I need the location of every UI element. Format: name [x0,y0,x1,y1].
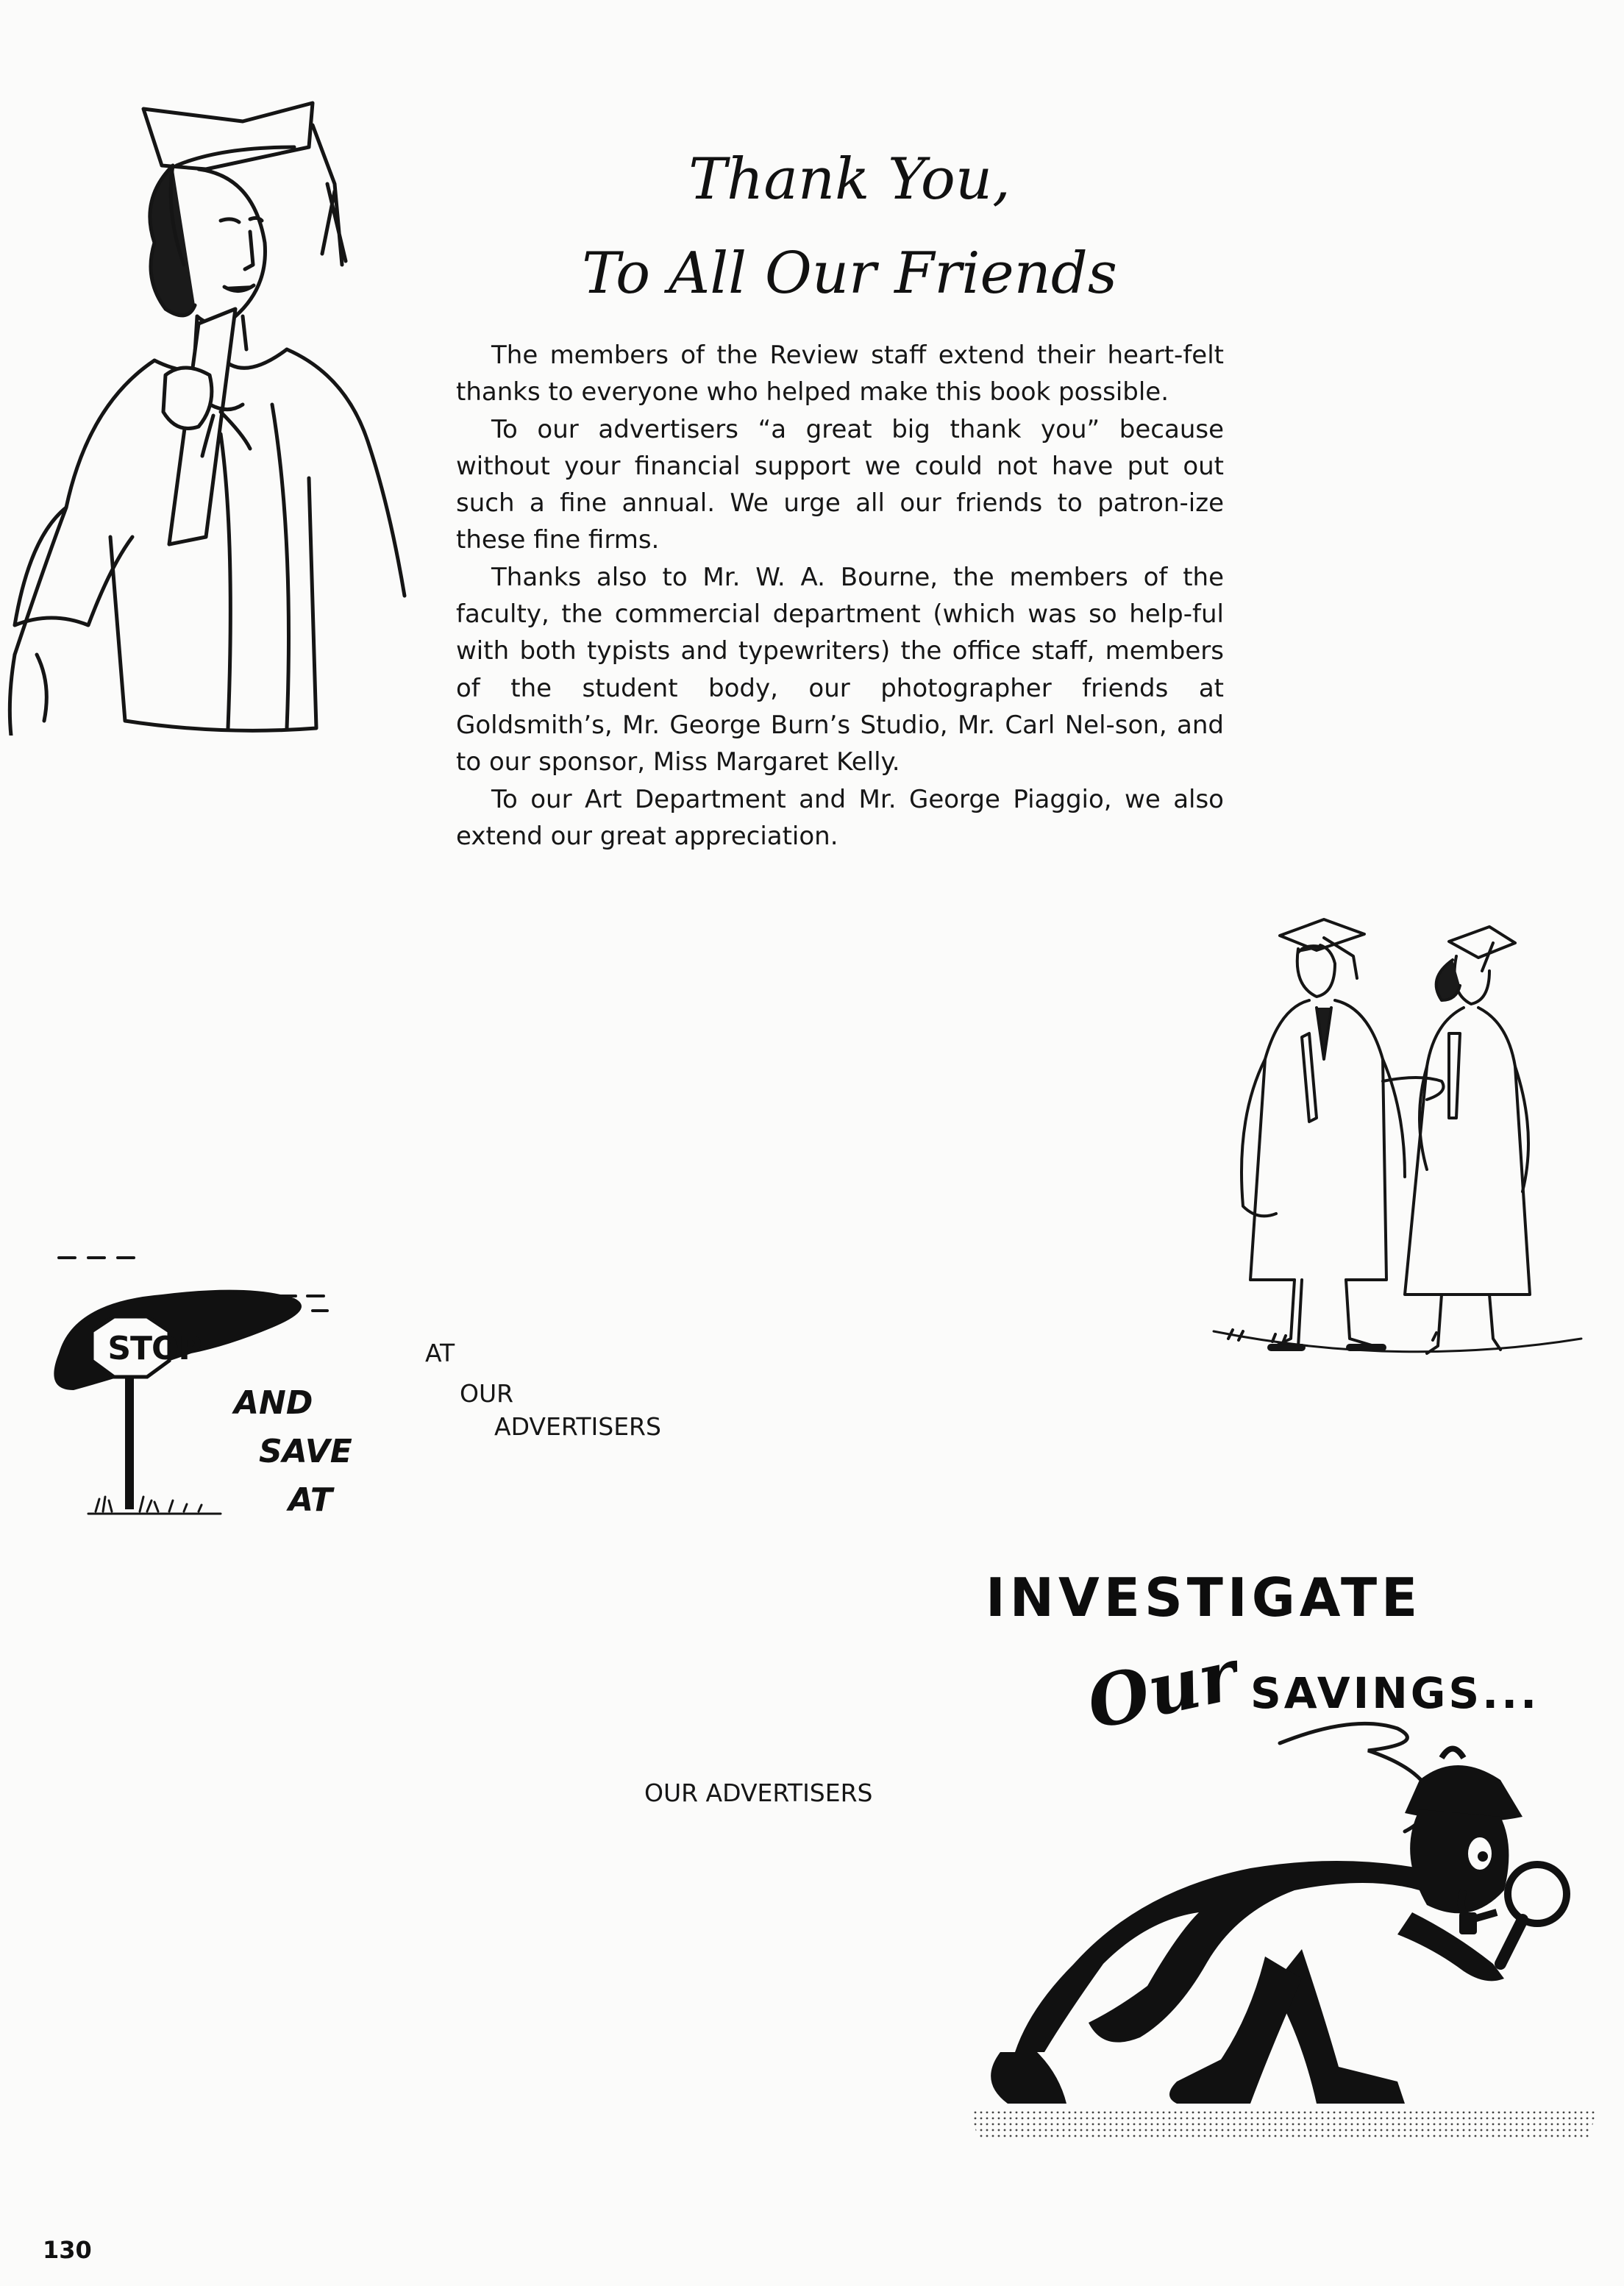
graduate-couple-illustration [1206,897,1589,1368]
stop-and-label: AND [234,1384,313,1422]
our-script-word: Our [1080,1633,1244,1745]
page-title [456,132,1243,321]
investigate-headline: INVESTIGATE [986,1567,1422,1628]
stop-at-label: AT [288,1481,332,1519]
paragraph-1: The members of the Review staff extend their heart-felt thanks to everyone who helped make this book possible. [456,341,1224,407]
stop-cont-advertisers: ADVERTISERS [494,1412,661,1441]
stop-cont-at: AT [425,1339,455,1367]
investigate-caption: OUR ADVERTISERS [644,1778,873,1807]
graduate-woman-illustration [0,96,427,736]
savings-headline: SAVINGS... [1250,1668,1540,1718]
detective-magnifier-illustration [956,1670,1603,2155]
stop-save-label: SAVE [259,1433,352,1470]
paragraph-2: To our advertisers “a great big thank you” because without your financial support we could not have put out such a fine annual. We urge all our friends to patron-ize these fine firms. [456,414,1224,555]
stop-sign-text: STOP [107,1330,202,1367]
title-line-1: Thank You, [688,146,1011,213]
thank-you-text [456,337,1224,855]
paragraph-3: Thanks also to Mr. W. A. Bourne, the members of the faculty, the commercial department (which was so help-ful with both typists and typewriters) the office staff, members of the student body, our photographer friends at Goldsmith’s, Mr. George Burn’s Studio, Mr. Carl Nel-son, and to our sponsor, Miss Margaret Kelly. [456,562,1224,777]
paragraph-4: To our Art Department and Mr. George Piaggio, we also extend our great appreciation. [456,784,1224,851]
stop-cont-our: OUR [460,1379,514,1408]
page-number: 130 [43,2236,92,2264]
title-line-2: To All Our Friends [582,241,1117,307]
